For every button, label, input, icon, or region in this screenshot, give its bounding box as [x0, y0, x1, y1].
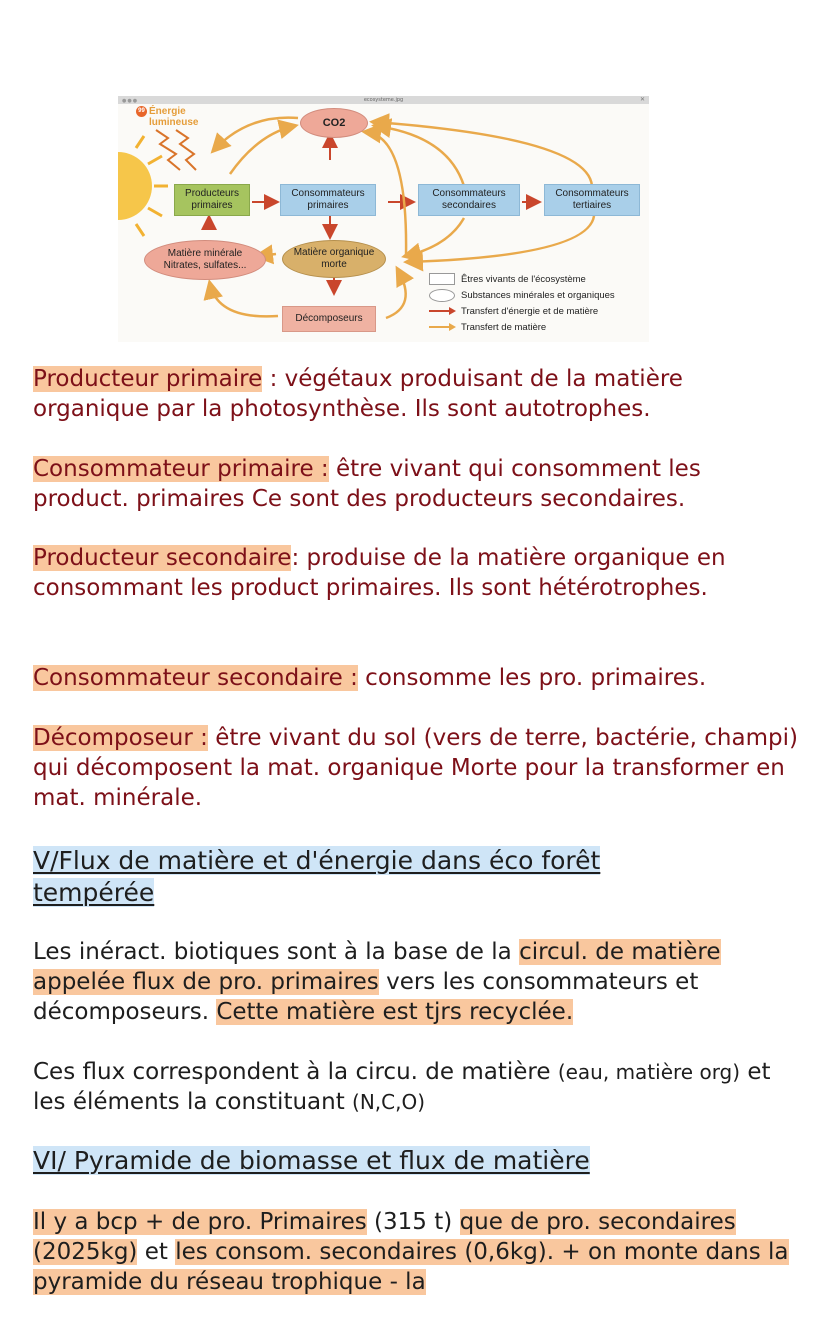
matiere-organique-label: Matière organique morte — [293, 247, 375, 270]
definition-consommateur-primaire — [33, 454, 803, 514]
section-5-paragraph-2 — [33, 1057, 803, 1117]
sun-icon — [118, 136, 168, 236]
matiere-minerale-node — [144, 240, 266, 280]
definition-text: être vivant du sol (vers de terre, bactérie, champi) qui décomposent la mat. organique Morte pour la transformer en mat. minérale. — [33, 725, 798, 811]
section-5-heading — [33, 845, 693, 909]
definition-producteur-secondaire — [33, 543, 773, 603]
highlight-span: les consom. secondaires (0,6kg). + on monte dans la pyramide du réseau trophique - la — [33, 1239, 789, 1295]
red-arrow-icon — [427, 306, 457, 316]
text-span: et les éléments la constituant — [33, 1059, 771, 1115]
square-icon — [429, 273, 455, 285]
definition-term: Consommateur secondaire : — [33, 665, 358, 691]
definition-term: Décomposeur : — [33, 725, 208, 751]
light-rays — [156, 130, 196, 170]
text-span: et — [137, 1239, 176, 1265]
legend-label: Êtres vivants de l'écosystème — [461, 273, 586, 285]
text-span: (315 t) — [366, 1209, 460, 1235]
text-span: Les inéract. biotiques sont à la base de la — [33, 939, 520, 965]
legend-item — [427, 303, 615, 319]
matiere-minerale-label: Matière minérale Nitrates, sulfates... — [163, 248, 247, 271]
text-span: vers les consommateurs et décomposeurs. — [33, 969, 699, 1025]
section-6-heading-text: VI/ Pyramide de biomasse et flux de matière — [33, 1146, 590, 1175]
producteurs-primaires-label: Producteurs primaires — [185, 188, 239, 211]
definition-consommateur-secondaire — [33, 663, 803, 693]
close-icon: ✕ — [639, 96, 645, 103]
energy-label — [136, 106, 219, 128]
legend-label: Transfert de matière — [461, 321, 547, 333]
orange-arrow-icon — [427, 322, 457, 332]
image-file-name: ecosysteme.jpg — [363, 97, 404, 103]
legend-label: Substances minérales et organiques — [461, 289, 615, 301]
ellipse-icon — [429, 289, 455, 302]
definition-text: être vivant qui consomment les product. primaires Ce sont des producteurs secondaires. — [33, 456, 701, 512]
consommateurs-primaires-node — [280, 184, 376, 216]
consommateurs-secondaires-node — [418, 184, 520, 216]
energy-label-text: Énergie lumineuse — [149, 106, 199, 128]
definition-text: : produise de la matière organique en consommant les product primaires. Ils sont hétérotrophes. — [33, 545, 726, 601]
section-5-heading-text: V/Flux de matière et d'énergie dans éco forêt tempérée — [33, 846, 601, 907]
consommateurs-primaires-label: Consommateurs primaires — [291, 188, 365, 211]
definition-text: : végétaux produisant de la matière organique par la photosynthèse. Ils sont autotrophes. — [33, 366, 683, 422]
matiere-organique-node — [282, 240, 386, 278]
section-6-paragraph-1 — [33, 1207, 803, 1297]
legend-label: Transfert d'énergie et de matière — [461, 305, 599, 317]
legend-item — [427, 319, 615, 335]
highlight-span: Il y a bcp + de pro. Primaires — [33, 1209, 367, 1235]
consommateurs-tertiaires-label: Consommateurs tertiaires — [555, 188, 629, 211]
definition-decomposeur — [33, 723, 803, 813]
ecosystem-diagram — [118, 96, 649, 342]
co2-node — [300, 108, 368, 138]
small-text-span: (eau, matière org) — [557, 1060, 741, 1084]
section-5-paragraph-1 — [33, 937, 803, 1027]
highlight-span: circul. de matière appelée flux de pro. primaires — [33, 939, 721, 995]
definition-term: Producteur primaire — [33, 366, 263, 392]
window-buttons-icon: ●●● — [122, 98, 139, 104]
producteurs-primaires-node — [174, 184, 250, 216]
co2-label: CO2 — [322, 117, 346, 129]
definition-producteur-primaire — [33, 364, 803, 424]
legend-item — [427, 287, 615, 303]
small-text-span: (N,C,O) — [352, 1090, 426, 1114]
highlight-span: Cette matière est tjrs recyclée. — [216, 999, 574, 1025]
definition-text: consomme les pro. primaires. — [357, 665, 707, 691]
legend-item — [427, 271, 615, 287]
decomposeurs-node — [282, 306, 376, 332]
page-badge: 99 — [136, 106, 147, 117]
diagram-legend — [427, 271, 615, 335]
decomposeurs-label: Décomposeurs — [295, 313, 363, 324]
definition-term: Producteur secondaire — [33, 545, 292, 571]
definition-term: Consommateur primaire : — [33, 456, 329, 482]
section-6-heading — [33, 1145, 803, 1177]
text-span: Ces flux correspondent à la circu. de matière — [33, 1059, 558, 1085]
consommateurs-secondaires-label: Consommateurs secondaires — [432, 188, 506, 211]
highlight-span: que de pro. secondaires (2025kg) — [33, 1209, 736, 1265]
consommateurs-tertiaires-node — [544, 184, 640, 216]
